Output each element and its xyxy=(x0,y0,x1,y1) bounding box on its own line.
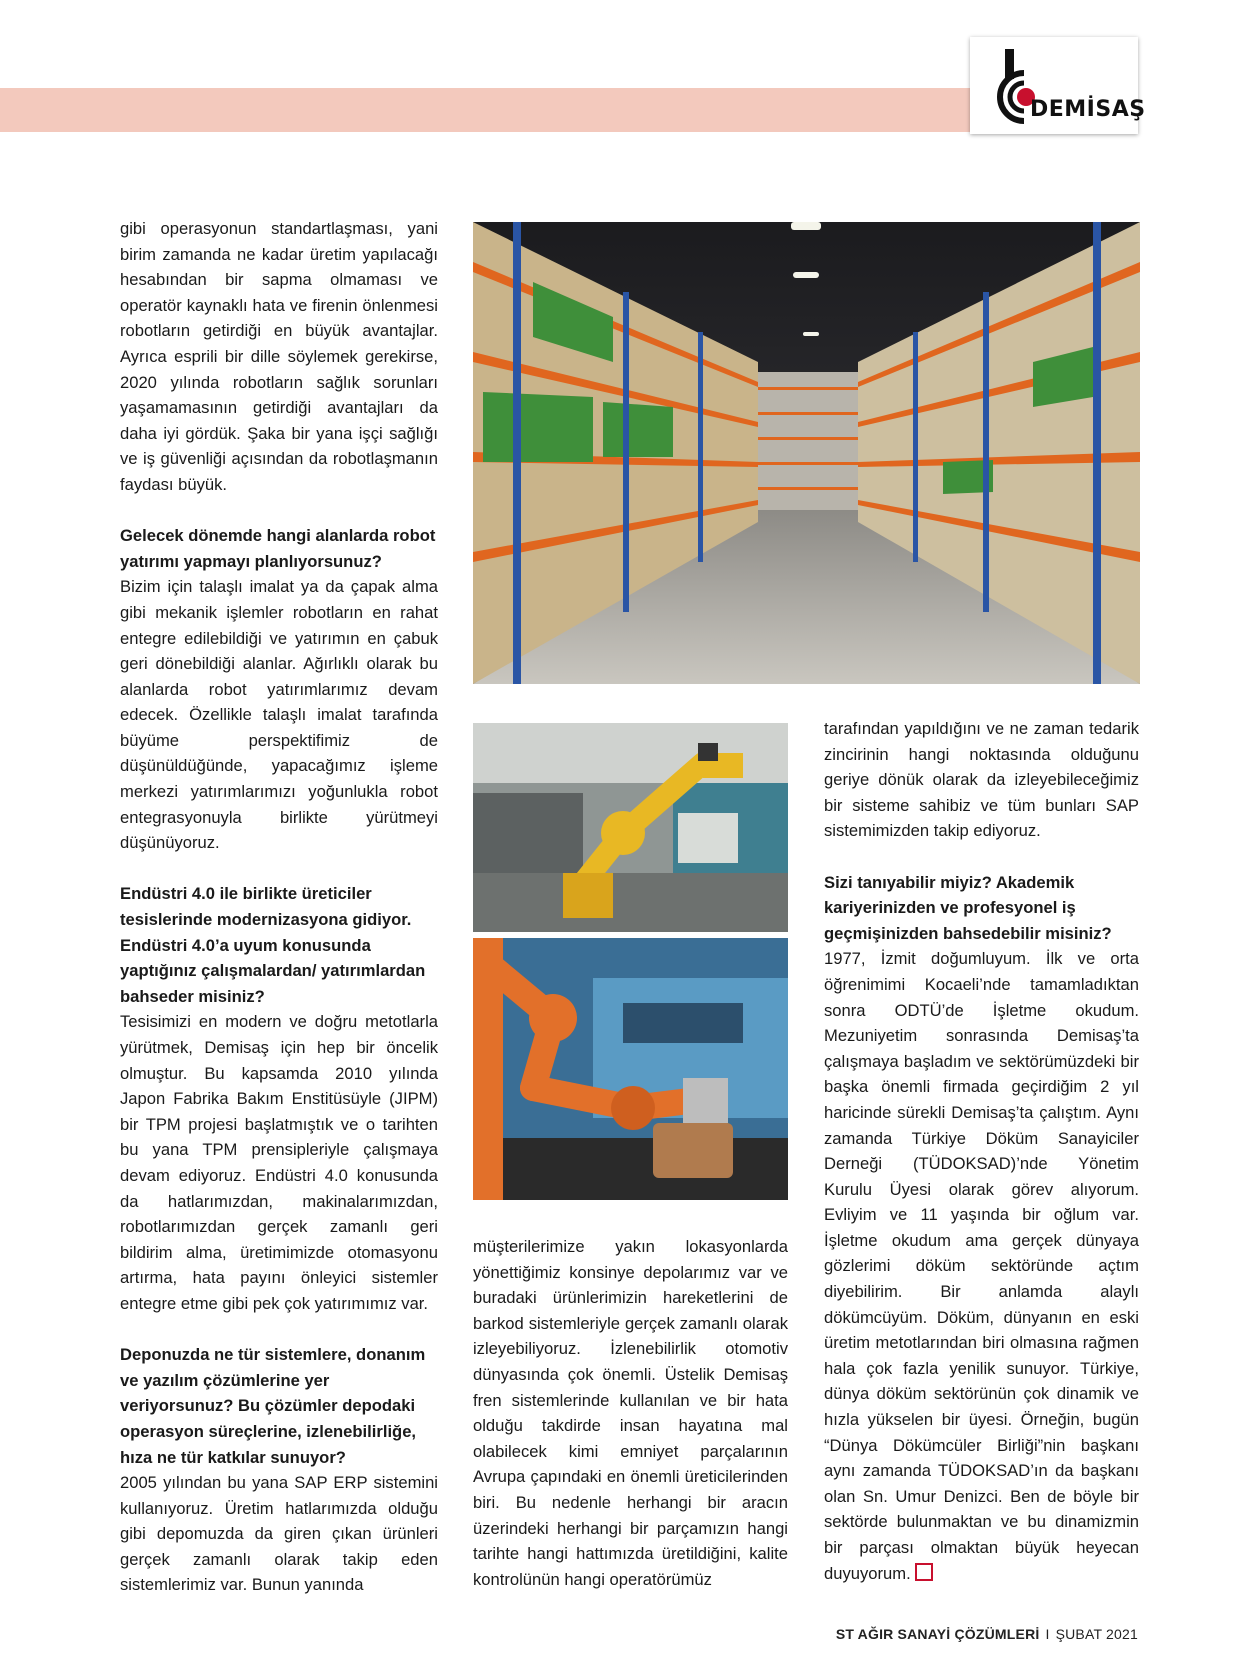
column-middle xyxy=(473,1234,788,1592)
paragraph xyxy=(824,946,1139,1586)
brand-logo xyxy=(970,37,1146,134)
question-heading: Endüstri 4.0 ile birlikte üreticiler tesislerinde modernizasyona gidiyor. Endüstri 4.0’a uyum konusunda yaptığınız çalışmalardan/ yatırımlardan bahseder misiniz? xyxy=(120,884,426,1006)
publication-name: ST AĞIR SANAYİ ÇÖZÜMLERİ xyxy=(835,1626,1040,1642)
header-band xyxy=(0,88,975,132)
end-of-article-icon xyxy=(915,1563,933,1581)
robot-arm-photo-yellow xyxy=(473,723,788,932)
question-heading: Gelecek dönemde hangi alanlarda robot yatırımı yapmayı planlıyorsunuz? xyxy=(120,526,436,571)
answer-text: 1977, İzmit doğumluyum. İlk ve orta öğrenimimi Kocaeli’nde tamamladıktan sonra ODTÜ’de İşletme okudum. Mezuniyetim sonrasında Demisaş’ta çalışmaya başladım ve sektörümüzdeki bir başka önemli firmada geçirdiğim 2 yıl haricinde sürekli Demisaş’ta çalıştım. Aynı zamanda Türkiye Döküm Sanayiciler Derneği (TÜDOKSAD)’nde Yönetim Kurulu Üyesi olarak görev alıyorum. Evliyim ve 11 yaşında bir oğlum var. İşletme okudum ama gerçek dünyaya gözlerimi döküm sektöründe açtım diyebilirim. Bir anlamda alaylı dökümcüyüm. Döküm, dünyanın en eski üretim metotlarından biri olmasına rağmen hala çok fazla yenilik sunuyor. Türkiye, dünya döküm sektörünün çok dinamik ve hızla yükselen bir üyesi. Örneğin, bugün “Dünya Dökümcüler Birliği”nin başkanı aynı zamanda TÜDOKSAD’ın da başkanı olan Sn. Umur Denizci. Ben de böyle bir sektörde bulunmaktan ve bu dinamizmin bir parçası olmaktan büyük heyecan duyuyorum. xyxy=(824,949,1139,1583)
paragraph: Tesisimizi en modern ve doğru metotlarla yürütmek, Demisaş için hep bir öncelik olmuştur. Bu kapsamda 2010 yılında Japon Fabrika Bakım Enstitüsüyle (JIPM) bir TPM projesi başlatmıştık ve o tarihten bu yana TPM prensipleriyle çalışmaya devam ediyoruz. Endüstri 4.0 konusunda da hatlarımızdan, makinalarımızdan, robotlarımızdan gerçek zamanlı geri bildirim alma, üretimimizde otomasyonu artırma, hata payını önleyici sistemler entegre etme gibi pek çok yatırımımız var. xyxy=(120,1012,438,1313)
paragraph: Bizim için talaşlı imalat ya da çapak alma gibi mekanik işlemler robotların en rahat entegre edilebildiği ve yatırımın en çabuk geri dönebildiği alanlar. Ağırlıklı olarak bu alanlarda robot yatırımlarımız devam edecek. Özellikle talaşlı imalat tarafında büyüme perspektifimiz de düşünüldüğünde, yapacağımız işleme merkezi yatırımlarımızı yoğunlukla robot entegrasyonuyla birlikte yürütmeyi düşünüyoruz. xyxy=(120,577,438,853)
robot-arm-photo-orange xyxy=(473,938,788,1200)
question-heading: Sizi tanıyabilir miyiz? Akademik kariyerinizden ve profesyonel iş geçmişinizden bahsedebilir misiniz? xyxy=(824,872,1112,943)
issue-date: ŞUBAT 2021 xyxy=(1055,1626,1138,1642)
column-left xyxy=(120,216,438,1598)
paragraph: müşterilerimize yakın lokasyonlarda yönettiğimiz konsinye depolarımız var ve buradaki ürünlerimizin hareketlerini de barkod sistemleriyle gerçek zamanlı olarak izleyebiliyoruz. İzlenebilirlik otomotiv dünyasında çok önemli. Üstelik Demisaş fren sistemlerinde kullanılan ve bir hata olduğu takdirde insan hayatına mal olabilecek kimi emniyet parçalarının Avrupa çapındaki en önemli üreticilerinden biri. Bu nedenle herhangi bir aracın üzerindeki herhangi bir parçamızın hangi tarihte hangi hattımızda üretildiğini, kalite kontrolünün hangi operatörümüz xyxy=(473,1237,788,1589)
paragraph: gibi operasyonun standartlaşması, yani birim zamanda ne kadar üretim yapılacağı hesabından bir sapma olmaması ve operatör kaynaklı hata ve firenin önlenmesi robotların getirdiği en büyük avantajlar. Ayrıca esprili bir dille söylemek gerekirse, 2020 yılında robotların sağlık sorunları yaşamamasının getirdiği avantajları da daha iyi gördük. Şaka bir yana işçi sağlığı ve iş güvenliği açısından da robotlaşmanın faydası büyük. xyxy=(120,219,438,494)
footer-separator: I xyxy=(1045,1626,1050,1642)
page-footer xyxy=(820,1626,1138,1642)
question-heading: Deponuzda ne tür sistemlere, donanım ve yazılım çözümlerine yer veriyorsunuz? Bu çözümler depodaki operasyon süreçlerine, izlenebilirliğe, hıza ne tür katkılar sunuyor? xyxy=(120,1345,426,1467)
paragraph: 2005 yılından bu yana SAP ERP sistemini kullanıyoruz. Üretim hatlarımızda olduğu gibi depomuzda da giren çıkan ürünleri gerçek zamanlı olarak takip eden sistemlerimiz var. Bunun yanında xyxy=(120,1473,438,1595)
warehouse-photo xyxy=(473,222,1140,684)
column-right xyxy=(824,716,1139,1586)
paragraph: tarafından yapıldığını ve ne zaman tedarik zincirinin hangi noktasında olduğunu geriye dönük olarak da izleyebileceğimiz bir sisteme sahibiz ve tüm bunları SAP sistemimizden takip ediyoruz. xyxy=(824,719,1139,841)
logo-text: DEMİSAŞ xyxy=(1030,97,1146,122)
